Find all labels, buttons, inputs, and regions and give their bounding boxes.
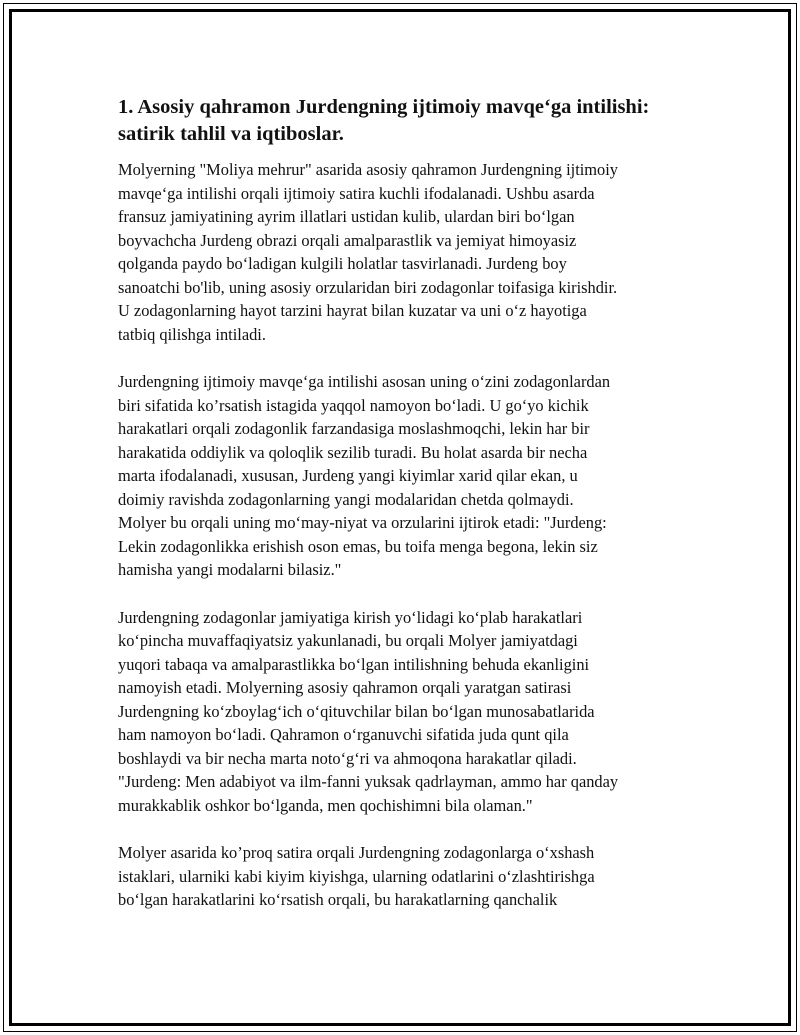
paragraph-3: Jurdengning zodagonlar jamiyatiga kirish yo‘lidagi ko‘plab harakatlari ko‘pincha muvaffaqiyatsiz yakunlanadi, bu orqali Molyer jamiyatdagi yuqori tabaqa va amalparastlikka bo‘lgan intilishning behuda ekanligini namoyish etadi. Molyerning asosiy qahramon orqali yaratgan satirasi Jurdengning ko‘zboylag‘ich o‘qituvchilar bilan bo‘lgan munosabatlarida ham namoyon bo‘ladi. Qahramon o‘rganuvchi sifatida juda qunt qila boshlaydi va bir necha marta noto‘g‘ri va ahmoqona harakatlar qiladi. "Jurdeng: Men adabiyot va ilm-fanni yuksak qadrlayman, ammo har qanday murakkablik oshkor bo‘lganda, men qochishimni bila olaman." (118, 607, 619, 815)
document-body (118, 94, 693, 936)
paragraph-4: Molyer asarida ko’proq satira orqali Jurdengning zodagonlarga o‘xshash istaklari, ularniki kabi kiyim kiyishga, ularning odatlarini o‘zlashtirishga bo‘lgan harakatlarini ko‘rsatish orqali, bu harakatlarning qanchalik (118, 843, 595, 909)
section-heading: 1. Asosiy qahramon Jurdengning ijtimoiy mavqe‘ga intilishi: satirik tahlil va iqtiboslar. (118, 96, 650, 145)
paragraph-2: Jurdengning ijtimoiy mavqe‘ga intilishi asosan uning o‘zini zodagonlardan biri sifatida ko’rsatish istagida yaqqol namoyon bo‘ladi. U go‘yo kichik harakatlari orqali zodagonlik farzandasiga moslashmoqchi, lekin har bir harakatida oddiylik va qoloqlik sezilib turadi. Bu holat asarda bir necha marta ifodalanadi, xususan, Jurdeng yangi kiyimlar xarid qilar ekan, u doimiy ravishda zodagonlarning yangi modalaridan chetda qolmaydi. Molyer bu orqali uning mo‘may-niyat va orzularini ijtirok etadi: "Jurdeng: Lekin zodagonlikka erishish oson emas, bu toifa menga begona, lekin siz hamisha yangi modalarni bilasiz." (118, 372, 611, 579)
paragraph-1: Molyerning "Moliya mehrur" asarida asosiy qahramon Jurdengning ijtimoiy mavqe‘ga intilishi orqali ijtimoiy satira kuchli ifodalanadi. Ushbu asarda fransuz jamiyatining ayrim illatlari ustidan kulib, ulardan biri bo‘lgan boyvachcha Jurdeng obrazi orqali amalparastlik va jemiyat himoyasiz qolganda paydo bo‘ladigan kulgili holatlar tasvirlanadi. Jurdeng boy sanoatchi bo'lib, uning asosiy orzularidan biri zodagonlar toifasiga kirishdir. U zodagonlarning hayot tarzini hayrat bilan kuzatar va uni o‘z hayotiga tatbiq qilishga intiladi. (118, 160, 619, 344)
